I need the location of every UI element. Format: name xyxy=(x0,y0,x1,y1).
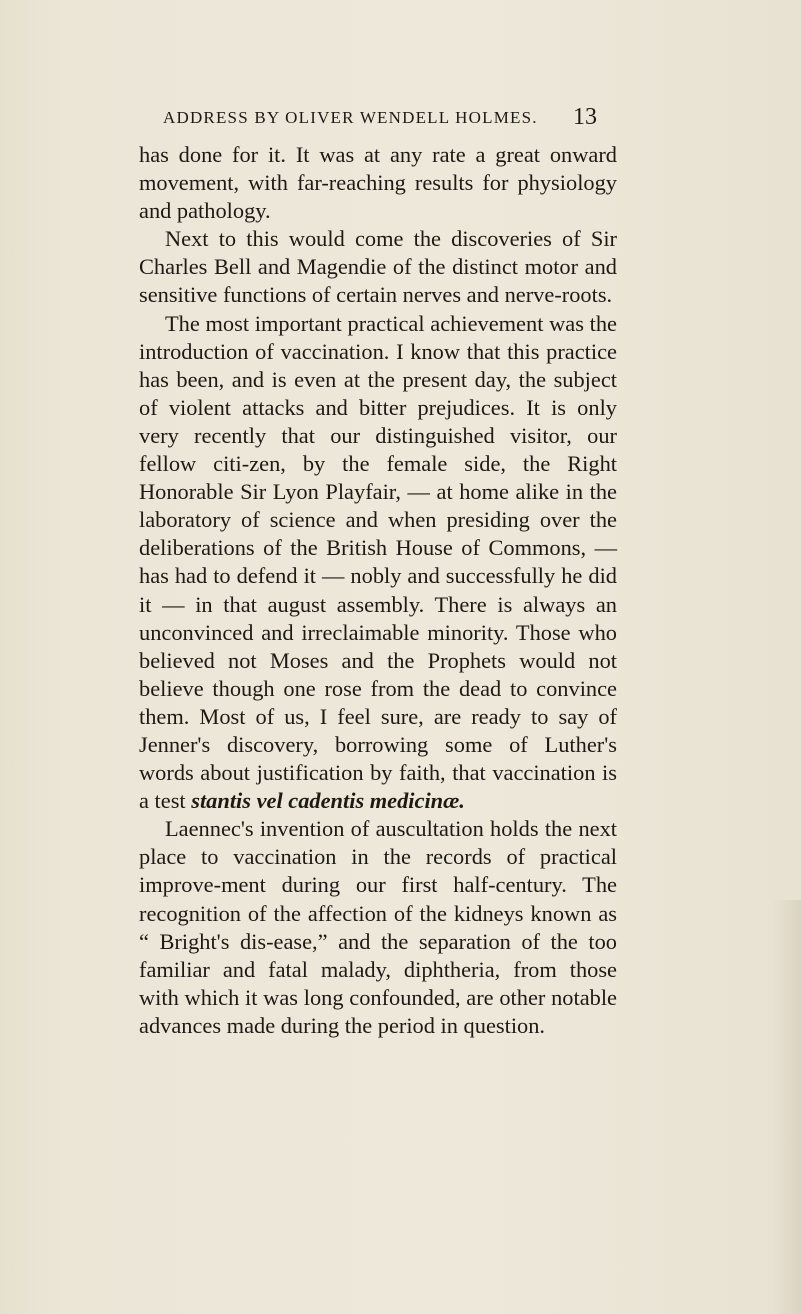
latin-phrase: stantis vel cadentis medicinæ. xyxy=(191,788,465,814)
paragraph-text: Laennec's invention of auscultation holds the next place to vaccination in the records of practical improve-ment during our first half-century. The recognition of the affection of the kidneys known as “ Bright's dis-ease,” and the separation of the too familiar and fatal malady, diphtheria, from those with which it was long confounded, are other notable advances made during the period in question. xyxy=(139,816,617,1038)
paragraph-auscultation xyxy=(139,815,617,1040)
page-edge-shadow xyxy=(771,900,801,1314)
running-title: ADDRESS BY OLIVER WENDELL HOLMES. xyxy=(163,108,538,127)
paragraph-text: Next to this would come the discoveries of Sir Charles Bell and Magendie of the distinct motor and sensitive functions of certain nerves and nerve-roots. xyxy=(139,226,617,308)
paragraph-text: has done for it. It was at any rate a great onward movement, with far-reaching results for physiology and pathology. xyxy=(139,142,617,224)
paragraph-bell-magendie xyxy=(139,225,617,309)
paragraph-text: The most important practical achievement was the introduction of vaccination. I know that this practice has been, and is even at the present day, the subject of violent attacks and bitter prejudices. It is only very recently that our distinguished visitor, our fellow citi-zen, by the female side, the Right Honorable Sir Lyon Playfair, — at home alike in the laboratory of science and when presiding over the deliberations of the British House of Commons, — has had to defend it — nobly and successfully he did it — in that august assembly. There is always an unconvinced and irreclaimable minority. Those who believed not Moses and the Prophets would not believe though one rose from the dead to convince them. Most of us, I feel sure, are ready to say of Jenner's discovery, borrowing some of Luther's words about justification by faith, that vaccination is a test xyxy=(139,310,617,814)
running-head xyxy=(163,104,597,134)
page-number: 13 xyxy=(573,104,597,130)
body-text xyxy=(139,141,617,1040)
paragraph-continuation xyxy=(139,141,617,225)
paragraph-vaccination xyxy=(139,310,617,816)
